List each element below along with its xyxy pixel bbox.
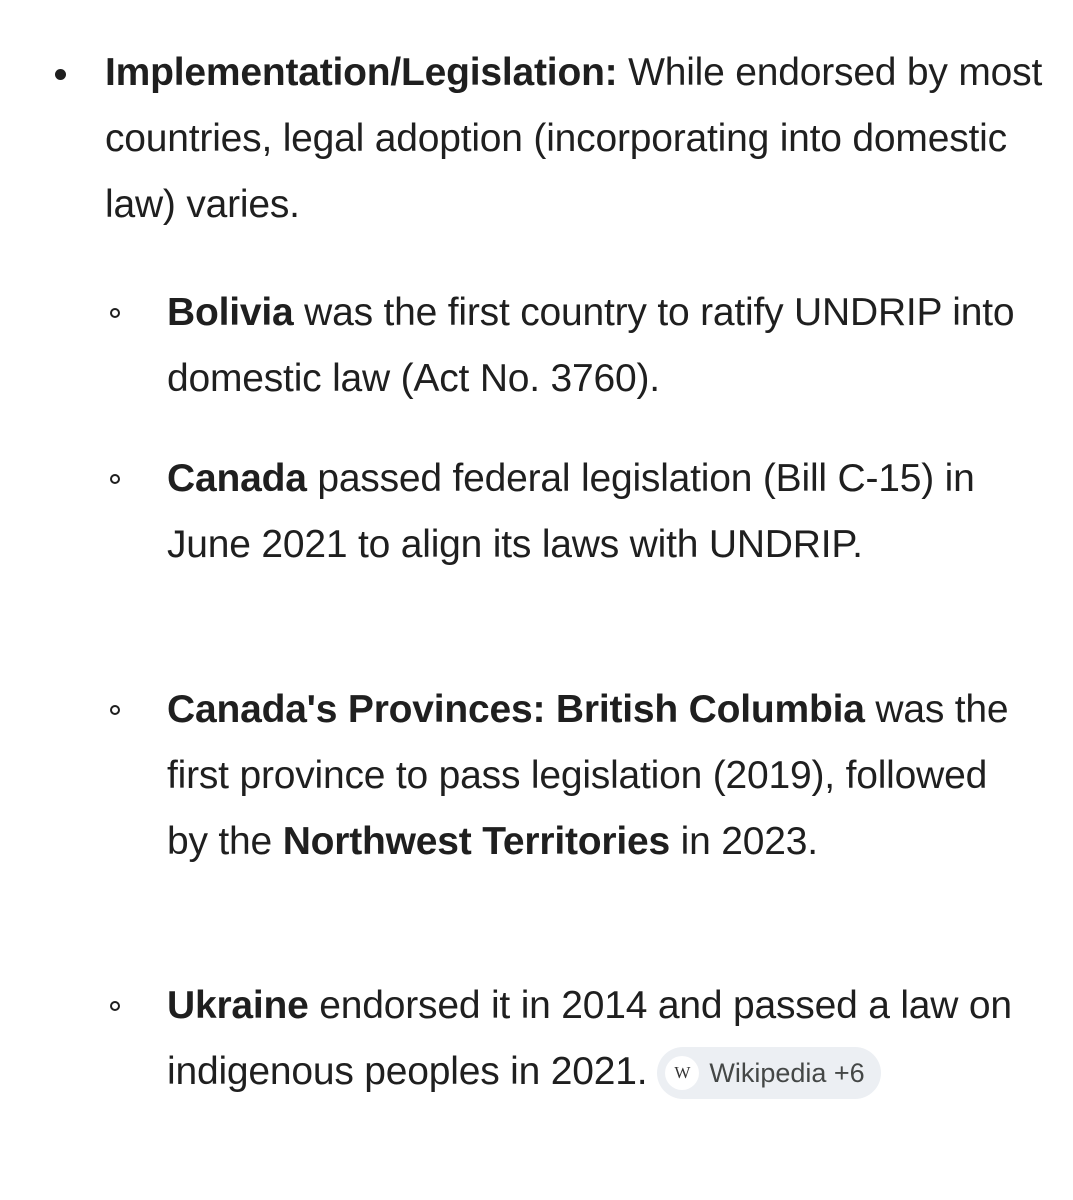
wikipedia-icon: W	[665, 1056, 699, 1090]
list-item-implementation	[105, 40, 1045, 238]
item-heading: Bolivia	[167, 291, 294, 334]
bullet-circle	[110, 308, 120, 318]
item-heading: Canada's Provinces: British Columbia	[167, 688, 865, 731]
list-item-bolivia	[167, 280, 1017, 412]
bullet-circle	[110, 705, 120, 715]
item-text: endorsed it in 2014 and passed a law on indigenous peoples in 2021.	[167, 984, 1012, 1093]
item-heading: Ukraine	[167, 984, 309, 1027]
list-item-canada	[167, 446, 1017, 578]
source-chip[interactable]	[657, 1047, 880, 1099]
bullet-circle	[110, 474, 120, 484]
item-text: While endorsed by most countries, legal adoption (incorporating into domestic law) varies.	[105, 51, 1043, 226]
list-item-ukraine	[167, 973, 1017, 1105]
bullet-disc	[55, 69, 66, 80]
bullet-circle	[110, 1001, 120, 1011]
item-text: was the first province to pass legislation (2019), followed by the	[167, 688, 1009, 863]
item-heading: Canada	[167, 457, 307, 500]
list-item-canada-provinces	[167, 677, 1017, 875]
source-chip-label: Wikipedia +6	[709, 1058, 865, 1088]
item-heading: Implementation/Legislation:	[105, 51, 618, 94]
item-heading-secondary: Northwest Territories	[282, 820, 671, 863]
item-text: passed federal legislation (Bill C-15) in June 2021 to align its laws with UNDRIP.	[167, 457, 975, 566]
item-text-secondary: in 2023.	[670, 820, 818, 863]
item-text: was the first country to ratify UNDRIP into domestic law (Act No. 3760).	[167, 291, 1015, 400]
